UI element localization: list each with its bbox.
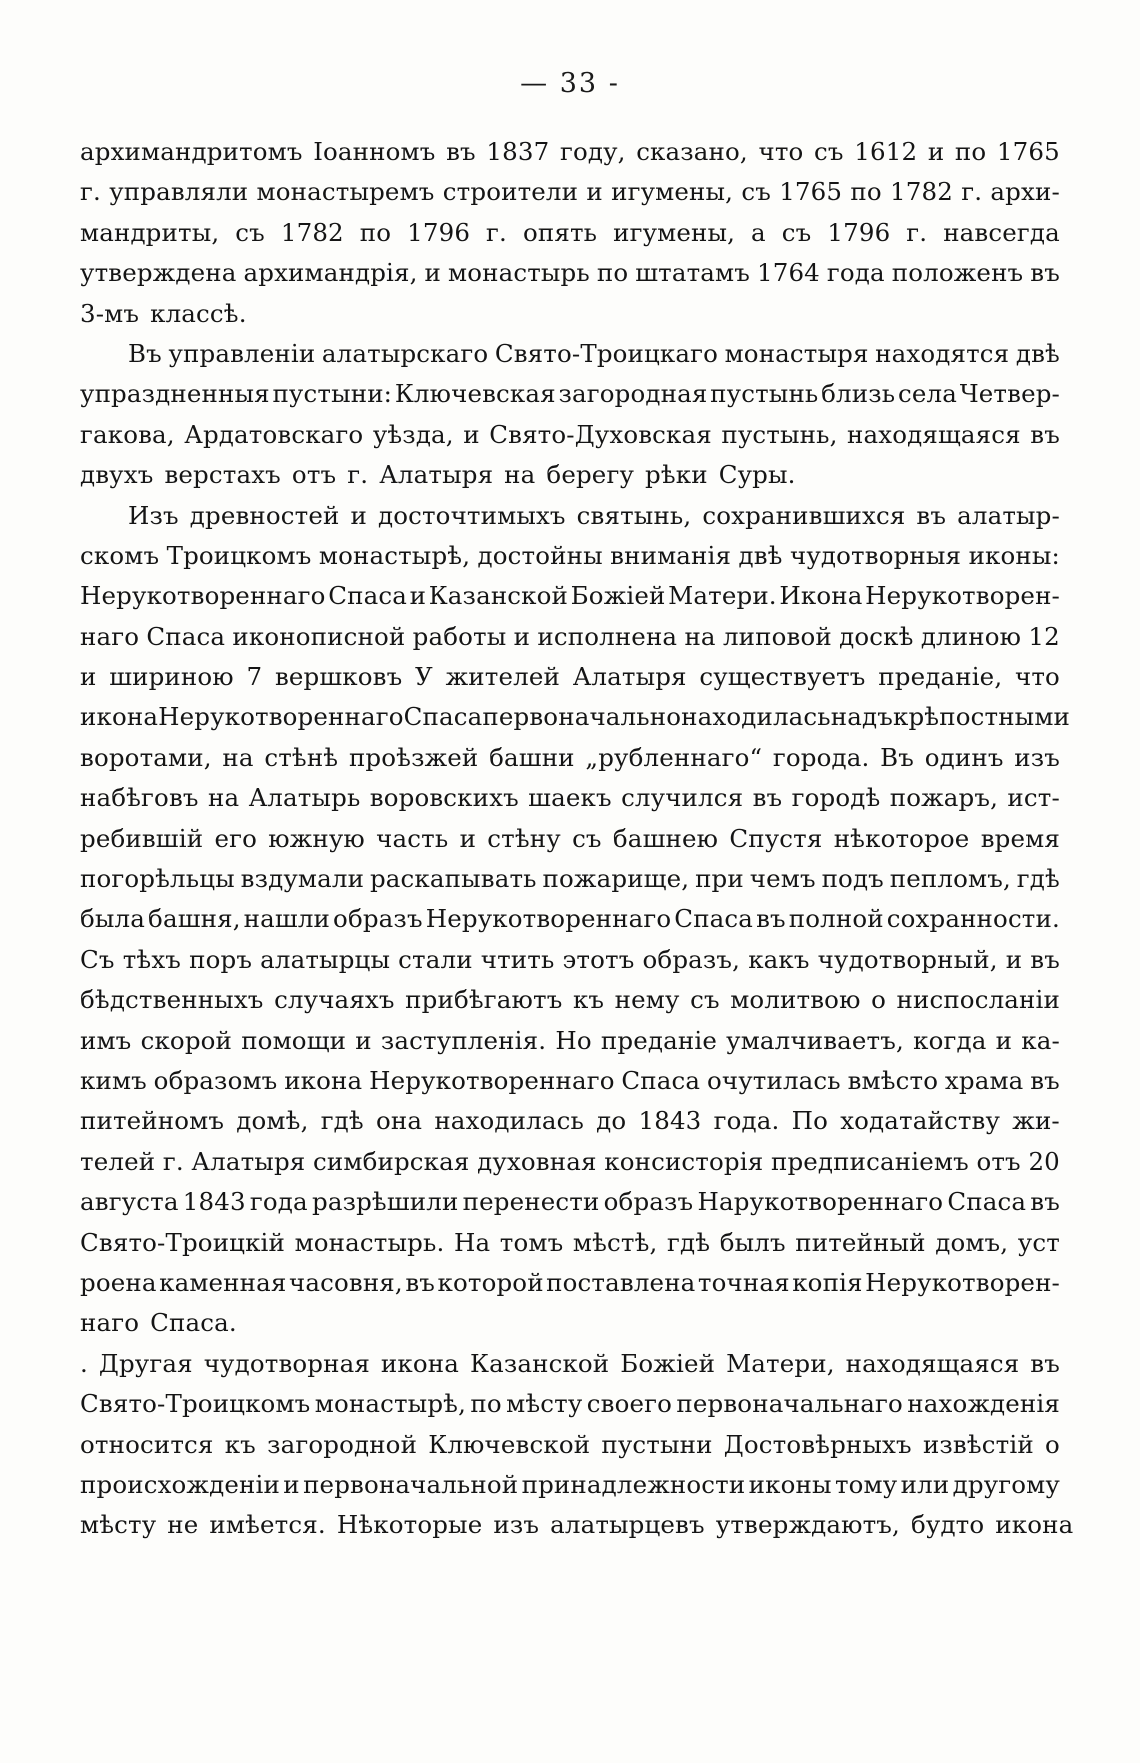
text-line: набѣговъ на Алатырь воровскихъ шаекъ случился въ городѣ пожаръ, ист- xyxy=(80,783,1060,813)
text-line: утверждена архимандрія, и монастырь по штатамъ 1764 года положенъ въ xyxy=(80,258,1060,288)
text-line: бѣдственныхъ случаяхъ прибѣгаютъ къ нему съ молитвою о ниспосланіи xyxy=(80,985,1060,1015)
text-line: мѣсту не имѣется. Нѣкоторые изъ алатырцевъ утверждаютъ, будто икона xyxy=(80,1510,1074,1540)
text-line: упраздненныя пустыни: Ключевская загородная пустынь близь села Четвер- xyxy=(80,379,1060,409)
text-line: Въ управленіи алатырскаго Свято-Троицкаго монастыря находятся двѣ xyxy=(128,338,1060,368)
page-number: — 33 - xyxy=(520,68,620,99)
text-line: 3-мъ классѣ. xyxy=(80,298,247,328)
text-line: архимандритомъ Іоанномъ въ 1837 году, сказано, что съ 1612 и по 1765 xyxy=(80,137,1060,166)
text-line: воротами, на стѣнѣ проѣзжей башни „рубленнаго“ города. Въ одинъ изъ xyxy=(80,742,1060,772)
text-line: Изъ древностей и досточтимыхъ святынь, сохранившихся въ алатыр- xyxy=(128,500,1060,530)
text-line: Свято-Троицкомъ монастырѣ, по мѣсту своего первоначальнаго нахожденія xyxy=(80,1389,1060,1419)
text-line: икона Нерукотвореннаго Спаса первоначально находилась надъ крѣпостными xyxy=(80,702,1071,732)
text-line: августа 1843 года разрѣшили перенести образъ Нарукотвореннаго Спаса въ xyxy=(80,1187,1060,1217)
text-line: кимъ образомъ икона Нерукотвореннаго Спаса очутилась вмѣсто храма въ xyxy=(80,1065,1060,1095)
text-line: и шириною 7 вершковъ У жителей Алатыря существуетъ преданіе, что xyxy=(80,662,1060,692)
body-text xyxy=(80,132,1074,1546)
text-line: роена каменная часовня, въ которой поставлена точная копія Нерукотворен- xyxy=(80,1267,1060,1297)
text-line: была башня, нашли образъ Нерукотвореннаго Спаса въ полной сохранности. xyxy=(80,904,1060,934)
text-line: относится къ загородной Ключевской пустыни Достовѣрныхъ извѣстій о xyxy=(80,1429,1060,1459)
text-line: Съ тѣхъ поръ алатырцы стали чтить этотъ образъ, какъ чудотворный, и въ xyxy=(80,944,1060,974)
text-line: происхожденіи и первоначальной принадлежности иконы тому или другому xyxy=(80,1469,1060,1499)
text-line: мандриты, съ 1782 по 1796 г. опять игумены, а съ 1796 г. навсегда xyxy=(80,217,1060,247)
text-line: имъ скорой помощи и заступленія. Но преданіе умалчиваетъ, когда и ка- xyxy=(80,1025,1060,1055)
text-line: г. управляли монастыремъ строители и игумены, съ 1765 по 1782 г. архи- xyxy=(80,177,1060,207)
text-line: гакова, Ардатовскаго уѣзда, и Свято-Духовская пустынь, находящаяся въ xyxy=(80,419,1060,449)
text-line: питейномъ домѣ, гдѣ она находилась до 1843 года. По ходатайству жи- xyxy=(80,1106,1060,1136)
text-line: двухъ верстахъ отъ г. Алатыря на берегу рѣки Суры. xyxy=(80,460,796,490)
text-line: ребившій его южную часть и стѣну съ башнею Спустя нѣкоторое время xyxy=(80,823,1060,853)
text-line: наго Спаса. xyxy=(80,1308,237,1338)
text-line: телей г. Алатыря симбирская духовная консисторія предписаніемъ отъ 20 xyxy=(80,1146,1060,1176)
text-line: Нерукотвореннаго Спаса и Казанской Божіей Матери. Икона Нерукотворен- xyxy=(80,581,1060,611)
text-line: погорѣльцы вздумали раскапывать пожарище, при чемъ подъ пепломъ, гдѣ xyxy=(80,864,1060,894)
text-line: Свято-Троицкій монастырь. На томъ мѣстѣ, гдѣ былъ питейный домъ, уст xyxy=(80,1227,1060,1257)
text-line: скомъ Троицкомъ монастырѣ, достойны вниманія двѣ чудотворныя иконы: xyxy=(80,540,1060,570)
text-line: наго Спаса иконописной работы и исполнена на липовой доскѣ длиною 12 xyxy=(80,621,1060,651)
text-line: . Другая чудотворная икона Казанской Божіей Матери, находящаяся въ xyxy=(80,1348,1060,1378)
